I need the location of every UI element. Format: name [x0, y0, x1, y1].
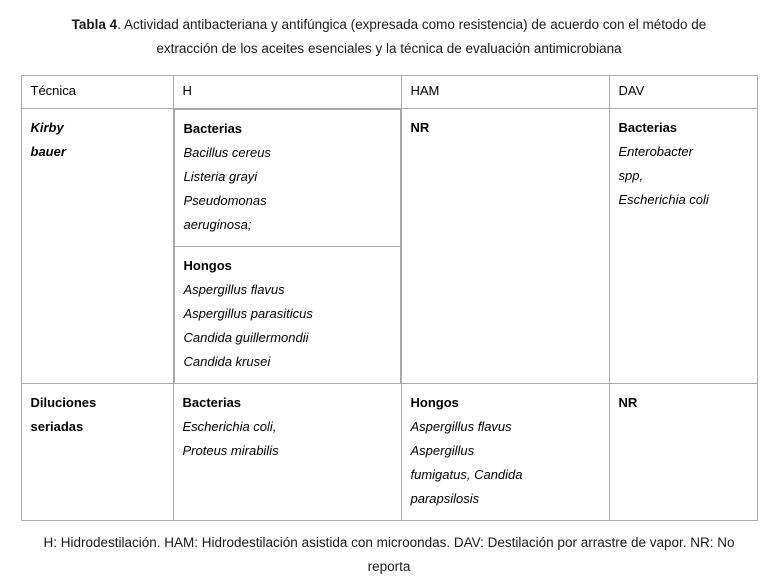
ham-item: Aspergillus flavus — [410, 419, 512, 434]
h-fungi-block — [174, 247, 400, 384]
h-fungi-item: Candida guillermondii — [183, 330, 309, 345]
results-table — [21, 75, 758, 521]
table-row — [21, 109, 757, 384]
cell-h-diluciones — [173, 384, 401, 521]
ham-title: NR — [410, 120, 430, 135]
h-bacteria-item: Pseudomonas — [183, 193, 267, 208]
caption-label: Tabla 4 — [71, 17, 118, 32]
h-bacteria-block — [174, 110, 400, 247]
h-fungi-item: Candida krusei — [183, 354, 271, 369]
table-row — [21, 384, 757, 521]
cell-h-kirby — [173, 109, 401, 384]
ham-item: fumigatus, Candida — [410, 467, 523, 482]
technique-line-2: bauer — [30, 144, 66, 159]
cell-dav-kirby — [609, 109, 757, 384]
ham-title: Hongos — [410, 395, 459, 410]
dav-title: NR — [618, 395, 638, 410]
table-caption — [0, 0, 778, 61]
ham-item: parapsilosis — [410, 491, 480, 506]
cell-dav-diluciones — [609, 384, 757, 521]
h-bacteria-item: Proteus mirabilis — [182, 443, 279, 458]
cell-ham-kirby — [401, 109, 609, 384]
table-header-row — [21, 76, 757, 109]
technique-line-1: Kirby — [30, 120, 64, 135]
technique-line-2: seriadas — [30, 419, 84, 434]
header-cell-h: H — [173, 76, 401, 109]
dav-item: spp, — [618, 168, 644, 183]
header-cell-tecnica: Técnica — [21, 76, 173, 109]
header-cell-dav: DAV — [609, 76, 757, 109]
technique-line-1: Diluciones — [30, 395, 97, 410]
header-cell-ham: HAM — [401, 76, 609, 109]
h-bacteria-title: Bacterias — [182, 395, 242, 410]
ham-item: Aspergillus — [410, 443, 475, 458]
table-footnote: H: Hidrodestilación. HAM: Hidrodestilación asistida con microondas. DAV: Destilación por arrastre de vapor. NR: No reporta — [43, 535, 735, 574]
h-fungi-title: Hongos — [183, 258, 232, 273]
caption-text: . Actividad antibacteriana y antifúngica (expresada como resistencia) de acuerdo con el método de extracción de los aceites esenciales y la técnica de evaluación antimicrobiana — [117, 17, 707, 56]
h-fungi-item: Aspergillus flavus — [183, 282, 285, 297]
h-bacteria-item: Listeria grayi — [183, 169, 258, 184]
h-fungi-item: Aspergillus parasiticus — [183, 306, 313, 321]
cell-technique-kirby — [21, 109, 173, 384]
cell-ham-diluciones — [401, 384, 609, 521]
dav-item: Enterobacter — [618, 144, 693, 159]
dav-title: Bacterias — [618, 120, 678, 135]
h-bacteria-item: Escherichia coli, — [182, 419, 277, 434]
cell-technique-diluciones — [21, 384, 173, 521]
h-bacteria-title: Bacterias — [183, 121, 243, 136]
dav-item: Escherichia coli — [618, 192, 709, 207]
h-bacteria-item: Bacillus cereus — [183, 145, 271, 160]
h-bacteria-item: aeruginosa; — [183, 217, 252, 232]
